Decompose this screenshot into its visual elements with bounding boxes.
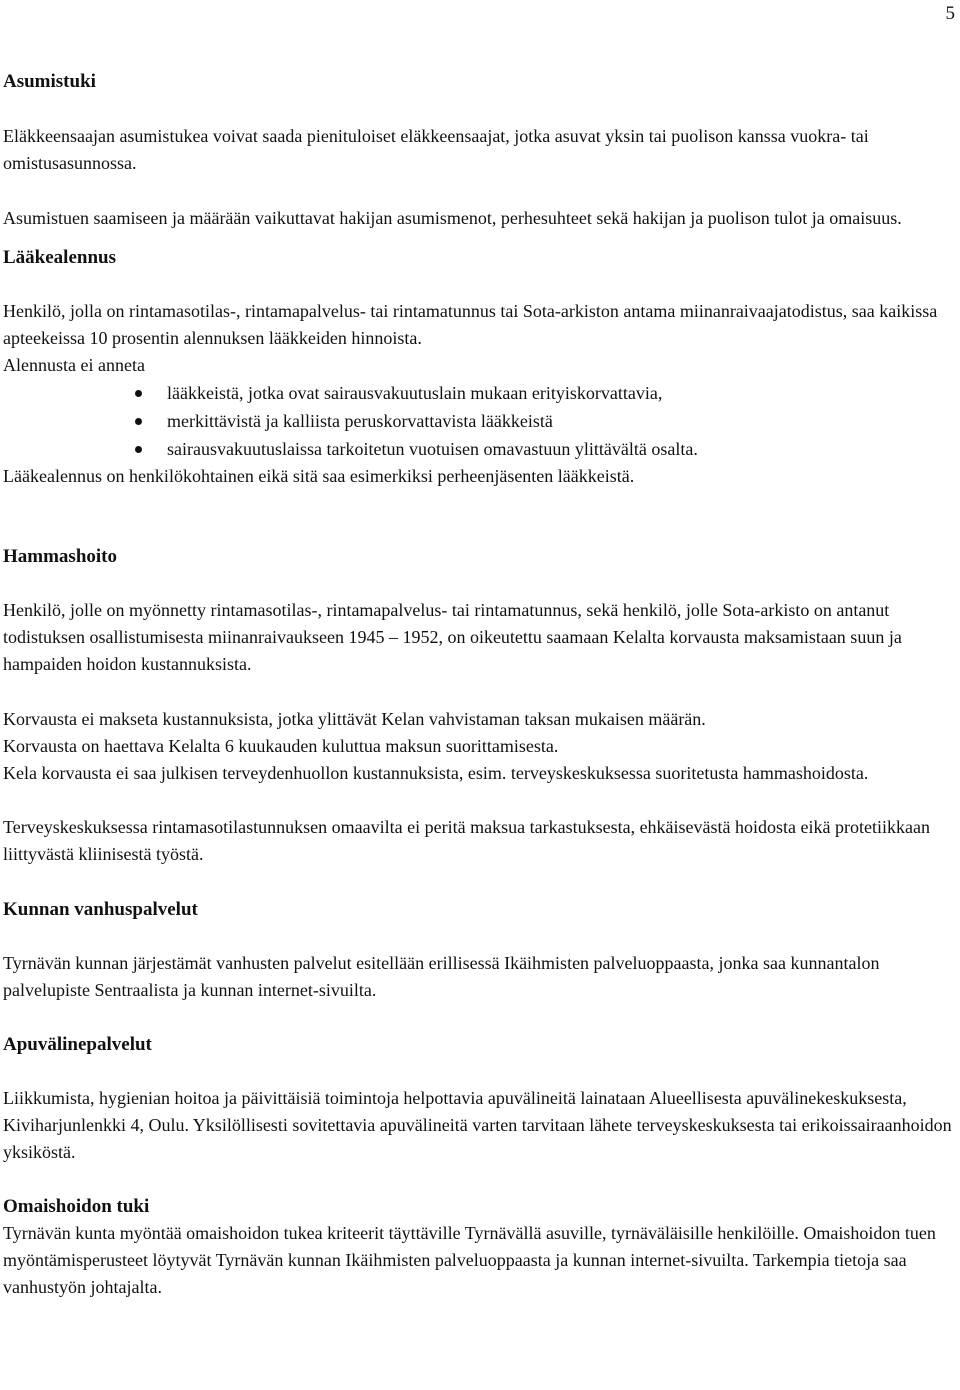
paragraph: Terveyskeskuksessa rintamasotilastunnuksen omaavilta ei peritä maksua tarkastuksesta, ehkäisevästä hoidosta eikä protetiikkaan liittyvästä kliinisestä työstä. xyxy=(3,817,930,864)
list-item xyxy=(3,379,953,407)
bullet-icon xyxy=(135,390,142,397)
paragraph: Eläkkeensaajan asumistukea voivat saada pienituloiset eläkkeensaajat, jotka asuvat yksin tai puolison kanssa vuokra- tai omistusasunnossa. xyxy=(3,126,869,173)
bullet-icon xyxy=(135,418,142,425)
section-apuvalinepalvelut xyxy=(3,1031,953,1166)
paragraph: Korvausta ei makseta kustannuksista, jotka ylittävät Kelan vahvistaman taksan mukaisen määrän. xyxy=(3,709,706,729)
document-body xyxy=(3,68,953,1301)
paragraph: Lääkealennus on henkilökohtainen eikä sitä saa esimerkiksi perheenjäsenten lääkkeistä. xyxy=(3,466,635,486)
section-heading-asumistuki: Asumistuki xyxy=(3,71,96,92)
bullet-icon xyxy=(135,446,142,453)
paragraph: Liikkumista, hygienian hoitoa ja päivittäisiä toimintoja helpottavia apuvälineitä lainataan Alueellisesta apuvälinekeskuksesta, Kiviharjunlenkki 4, Oulu. Yksilöllisesti sovitettavia apuvälineitä varten tarvitaan lähete terveyskeskuksesta tai erikoissairaanhoidon yksiköstä. xyxy=(3,1088,952,1162)
list-item-text: lääkkeistä, jotka ovat sairausvakuutuslain mukaan erityiskorvattavia, xyxy=(167,383,663,403)
section-heading-apuvalinepalvelut: Apuvälinepalvelut xyxy=(3,1034,152,1055)
section-asumistuki xyxy=(3,68,953,232)
paragraph: Kela korvausta ei saa julkisen terveydenhuollon kustannuksista, esim. terveyskeskuksessa suoritetusta hammashoidosta. xyxy=(3,763,869,783)
list-item xyxy=(3,407,953,435)
paragraph: Tyrnävän kunnan järjestämät vanhusten palvelut esitellään erillisessä Ikäihmisten palveluoppaasta, jonka saa kunnantalon palvelupiste Sentraalista ja kunnan internet-sivuilta. xyxy=(3,953,880,1000)
section-omaishoito xyxy=(3,1193,953,1301)
section-heading-omaishoito: Omaishoidon tuki xyxy=(3,1196,150,1217)
paragraph: Alennusta ei anneta xyxy=(3,355,145,375)
paragraph: Tyrnävän kunta myöntää omaishoidon tukea kriteerit täyttäville Tyrnävällä asuville, tyrnäväläisille henkilöille. Omaishoidon tuen myöntämisperusteet löytyvät Tyrnävän kunnan Ikäihmisten palveluoppaasta ja kunnan internet-sivuilta. Tarkempia tietoja saa vanhustyön johtajalta. xyxy=(3,1223,936,1297)
paragraph: Henkilö, jolla on rintamasotilas-, rintamapalvelus- tai rintamatunnus tai Sota-arkiston antama miinanraivaajatodistus, saa kaikissa apteekeissa 10 prosentin alennuksen lääkkeiden hinnoista. xyxy=(3,301,938,348)
section-heading-vanhuspalvelut: Kunnan vanhuspalvelut xyxy=(3,899,198,920)
section-laakealennus xyxy=(3,244,953,490)
section-heading-hammashoito: Hammashoito xyxy=(3,546,117,567)
section-hammashoito xyxy=(3,543,953,868)
section-vanhuspalvelut xyxy=(3,896,953,1004)
bullet-list xyxy=(3,379,953,463)
list-item xyxy=(3,435,953,463)
paragraph: Asumistuen saamiseen ja määrään vaikuttavat hakijan asumismenot, perhesuhteet sekä hakijan ja puolison tulot ja omaisuus. xyxy=(3,208,902,228)
page-number: 5 xyxy=(945,3,955,24)
list-item-text: sairausvakuutuslaissa tarkoitetun vuotuisen omavastuun ylittävältä osalta. xyxy=(167,439,698,459)
list-item-text: merkittävistä ja kalliista peruskorvattavista lääkkeistä xyxy=(167,411,553,431)
paragraph: Henkilö, jolle on myönnetty rintamasotilas-, rintamapalvelus- tai rintamatunnus, sekä henkilö, jolle Sota-arkisto on antanut todistuksen osallistumisesta miinanraivaukseen 1945 – 1952, on oikeutettu saamaan Kelalta korvausta maksamistaan suun ja hampaiden hoidon kustannuksista. xyxy=(3,600,902,674)
paragraph: Korvausta on haettava Kelalta 6 kuukauden kuluttua maksun suorittamisesta. xyxy=(3,736,559,756)
section-heading-laakealennus: Lääkealennus xyxy=(3,247,116,268)
